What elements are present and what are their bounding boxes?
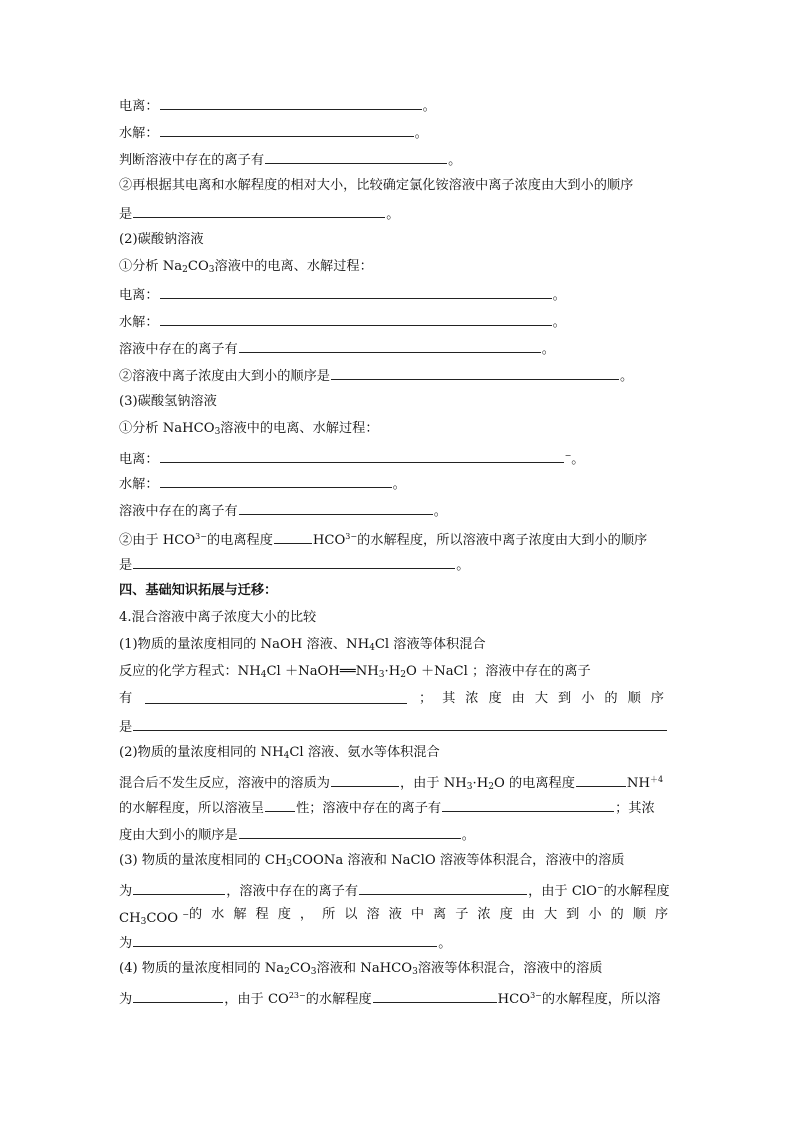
s2-heading: (2)碳酸钠溶液 bbox=[119, 232, 204, 247]
blank[interactable] bbox=[160, 286, 552, 299]
s3-ionization-line: 电离： −。 bbox=[119, 451, 585, 467]
s3-ions-line: 溶液中存在的离子有 。 bbox=[119, 504, 447, 519]
s2-q1: ①分析 $Na_2CO_3$溶液中的电离、水解过程： bbox=[119, 259, 373, 275]
s3-q2-line-a: ②由于 $HCO^{3-}$的电离程度 $HCO^{3-}$的水解程度，所以溶液中离子浓度由大到小的顺序 bbox=[119, 532, 648, 548]
blank[interactable] bbox=[133, 556, 455, 569]
blank[interactable] bbox=[274, 531, 312, 544]
p4-item3-line1: (3) 物质的量浓度相同的 $CH_3COONa$ 溶液和 NaClO 溶液等体积混合，溶液中的溶质 bbox=[119, 853, 625, 869]
p4-reaction-line: 反应的化学方程式：$NH_4Cl$ $+NaOH══NH_3\cdot H_2O$ ＋NaCl ；溶液中存在的离子 bbox=[119, 664, 591, 680]
blank[interactable] bbox=[373, 990, 497, 1003]
blank[interactable] bbox=[442, 799, 614, 812]
p4-item3-line3: $CH_3COO$ − 的水解程度，所以溶液中离子浓度由大到小的顺序 bbox=[119, 907, 678, 927]
p4-ions-line: 有 ；其浓度由大到小的顺序 bbox=[119, 691, 674, 706]
blank[interactable] bbox=[133, 205, 385, 218]
p4-item2-line2: 的水解程度，所以溶液呈 性；溶液中存在的离子有 ；其浓 bbox=[119, 801, 655, 816]
blank[interactable] bbox=[133, 718, 667, 731]
blank[interactable] bbox=[265, 151, 447, 164]
blank[interactable] bbox=[160, 313, 552, 326]
blank[interactable] bbox=[133, 882, 225, 895]
blank[interactable] bbox=[239, 826, 461, 839]
blank[interactable] bbox=[133, 990, 223, 1003]
s3-hydrolysis-line: 水解： 。 bbox=[119, 477, 406, 492]
p4-item2-line3: 度由大到小的顺序是 。 bbox=[119, 828, 475, 843]
blank[interactable] bbox=[239, 502, 433, 515]
p4-title: 4.混合溶液中离子浓度大小的比较 bbox=[119, 610, 317, 625]
p4-order-line: 是 bbox=[119, 718, 668, 736]
blank[interactable] bbox=[160, 124, 414, 137]
s2-ionization-line: 电离： 。 bbox=[119, 288, 566, 303]
s1-q2-line-b: 是 。 bbox=[119, 207, 400, 222]
blank[interactable] bbox=[133, 934, 437, 947]
p4-item1: (1)物质的量浓度相同的 NaOH 溶液、$NH_4Cl$ 溶液等体积混合 bbox=[119, 637, 486, 653]
s2-q2-line: ②溶液中离子浓度由大到小的顺序是 。 bbox=[119, 369, 634, 384]
blank[interactable] bbox=[576, 774, 626, 787]
blank[interactable] bbox=[331, 774, 399, 787]
p4-item4-line1: (4) 物质的量浓度相同的 $Na_2CO_3$溶液和 NaHCO$_3$溶液等体积混合，溶液中的溶质 bbox=[119, 961, 603, 977]
s1-ionization-line: 电离： 。 bbox=[119, 99, 436, 114]
blank[interactable] bbox=[145, 691, 407, 704]
blank[interactable] bbox=[160, 475, 392, 488]
blank[interactable] bbox=[359, 882, 527, 895]
blank[interactable] bbox=[160, 97, 422, 110]
s1-ions-line: 判断溶液中存在的离子有 。 bbox=[119, 153, 462, 168]
label: 电离： bbox=[119, 99, 159, 114]
p4-item3-line2: 为 ，溶液中存在的离子有 ，由于 ClO−的水解程度 bbox=[119, 883, 670, 899]
blank[interactable] bbox=[239, 340, 541, 353]
p4-item2-line1: 混合后不发生反应，溶液中的溶质为 ，由于 $NH_3\cdot H_2O$ 的电离程度 $NH^{+4}$ bbox=[119, 775, 664, 792]
s3-heading: (3)碳酸氢钠溶液 bbox=[119, 394, 217, 409]
s2-ions-line: 溶液中存在的离子有 。 bbox=[119, 342, 555, 357]
s2-hydrolysis-line: 水解： 。 bbox=[119, 315, 566, 330]
s3-q1: ①分析 NaHCO$_3$溶液中的电离、水解过程： bbox=[119, 421, 379, 437]
p4-item2: (2)物质的量浓度相同的 $NH_4Cl$ 溶液、氨水等体积混合 bbox=[119, 745, 440, 761]
blank[interactable] bbox=[160, 450, 564, 463]
p4-item4-line2: 为 ，由于 $CO^{23-}$的水解程度 $HCO^{3-}$的水解程度，所以溶 bbox=[119, 991, 661, 1007]
s3-q2-line-b: 是 。 bbox=[119, 558, 470, 573]
section-4-title: 四、基础知识拓展与迁移： bbox=[119, 583, 278, 598]
blank[interactable] bbox=[331, 367, 619, 380]
s1-q2-line-a: ②再根据其电离和水解程度的相对大小，比较确定氯化铵溶液中离子浓度由大到小的顺序 bbox=[119, 178, 634, 193]
blank[interactable] bbox=[265, 799, 295, 812]
p4-item3-line4: 为 。 bbox=[119, 936, 452, 951]
s1-hydrolysis-line: 水解： 。 bbox=[119, 126, 428, 141]
